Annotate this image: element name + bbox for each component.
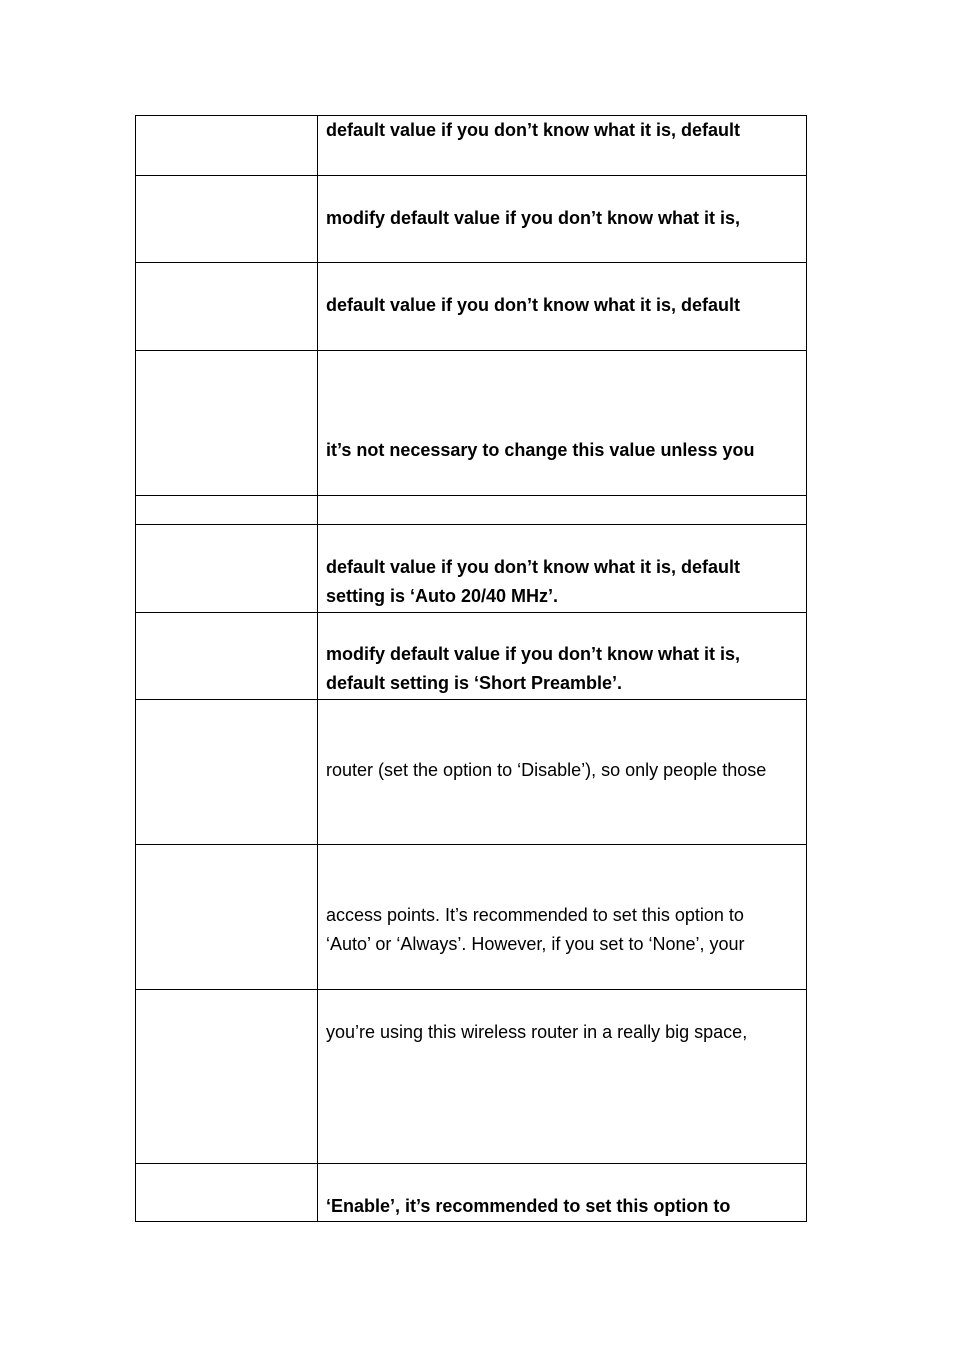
label-cell [136,700,318,845]
description-text: default value if you don’t know what it is, default [326,557,741,577]
description-text: ‘Enable’, it’s recommended to set this option to [326,1196,731,1216]
description-text: default setting is ‘Short Preamble’. [326,673,623,693]
label-cell [136,116,318,176]
table-row [136,351,807,496]
settings-table [135,115,807,1222]
label-cell [136,1164,318,1222]
description-text: ‘Auto’ or ‘Always’. However, if you set to ‘None’, your [326,934,745,954]
table-row [136,496,807,525]
label-cell [136,845,318,990]
label-cell [136,496,318,525]
description-cell [318,351,807,496]
description-text: setting is ‘Auto 20/40 MHz’. [326,586,559,606]
description-text: you’re using this wireless router in a really big space, [326,1022,748,1042]
description-text: router (set the option to ‘Disable’), so only people those [326,760,767,780]
label-cell [136,263,318,351]
label-cell [136,525,318,613]
description-cell [318,990,807,1164]
label-cell [136,176,318,263]
description-text: modify default value if you don’t know what it is, [326,208,741,228]
description-cell [318,496,807,525]
description-text: it’s not necessary to change this value unless you [326,440,755,460]
label-cell [136,613,318,700]
table-row [136,990,807,1164]
description-text: default value if you don’t know what it is, default [326,120,741,140]
description-text: modify default value if you don’t know what it is, [326,644,741,664]
description-text: access points. It’s recommended to set this option to [326,905,744,925]
description-text: default value if you don’t know what it is, default [326,295,741,315]
label-cell [136,351,318,496]
label-cell [136,990,318,1164]
